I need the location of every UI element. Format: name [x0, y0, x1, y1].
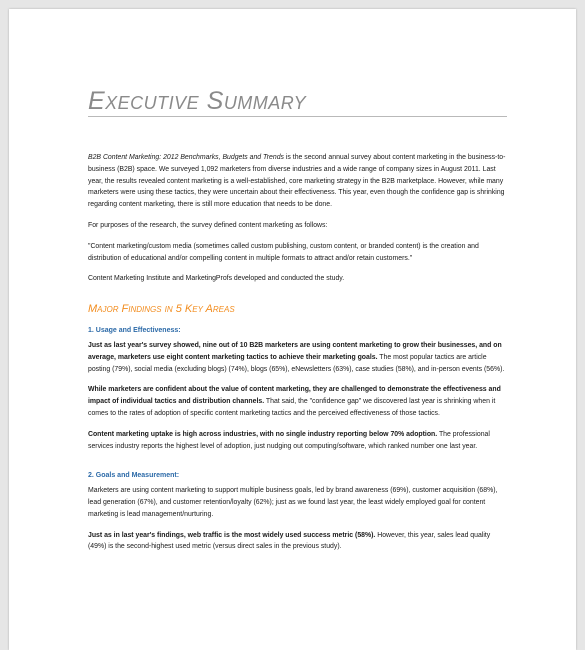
- document-body: [88, 152, 508, 562]
- section-2-p2-text: However, this year, sales lead quality (49%) is the second-highest used metric (versus direct sales in the previous study).: [88, 531, 491, 551]
- intro-paragraph: [88, 152, 508, 211]
- section-1-paragraph-2: [88, 384, 508, 419]
- section-1-paragraph-1: [88, 340, 508, 375]
- section-1-p2-text: That said, the "confidence gap" we discovered last year is shrinking when it comes to the rates of adoption of specific content marketing tactics and the perceived effectiveness of those tactics.: [88, 398, 496, 417]
- section-2-paragraph-1: Marketers are using content marketing to support multiple business goals, led by brand awareness (69%), customer acquisition (68%), lead generation (67%), and customer retention/loyalty (62%); just as we found last year, the least widely employed goal for content marketing is lead management/nurturing.: [88, 487, 498, 518]
- page-title: Executive Summary: [88, 87, 307, 115]
- section-1-p3-bold: Content marketing uptake is high across industries, with no single industry reporting below 70% adoption.: [88, 430, 438, 438]
- section-2-heading: 2. Goals and Measurement:: [88, 472, 180, 480]
- report-title: B2B Content Marketing: 2012 Benchmarks, Budgets and Trends: [88, 154, 284, 161]
- purpose-paragraph: For purposes of the research, the survey defined content marketing as follows:: [88, 221, 328, 229]
- section-1-paragraph-3: [88, 429, 508, 453]
- section-2-paragraph-2: [88, 530, 508, 554]
- title-divider: [88, 116, 507, 117]
- credit-paragraph: Content Marketing Institute and MarketingProfs developed and conducted the study.: [88, 275, 345, 283]
- intro-text: is the second annual survey about content marketing in the business-to-business (B2B) space. We surveyed 1,092 marketers from diverse industries and a wide range of company sizes in August 2011. Last year, the results revealed content marketing is a well-established, core marketing strategy in the B2B marketplace. However, while many marketers were using these tactics, they were uncertain about their effectiveness. This year, even though the confidence gap is shrinking regarding content marketing, there is still more education that needs to be done.: [88, 154, 506, 209]
- section-1-p2-bold: While marketers are confident about the value of content marketing, they are challenged to demonstrate the effectiveness and impact of individual tactics and distribution channels.: [88, 386, 501, 406]
- section-1-p3-text: The professional services industry reports the highest level of adoption, just nudging out computing/software, which ranked number one last year.: [88, 430, 490, 450]
- document-page: [9, 9, 576, 650]
- section-1-heading: 1. Usage and Effectiveness:: [88, 327, 181, 335]
- section-1-p1-text: The most popular tactics are article posting (79%), social media (excluding blogs) (74%), blogs (65%), eNewsletters (63%), case studies (58%), and in-person events (56%).: [88, 353, 505, 373]
- section-2-p2-bold: Just as in last year's findings, web traffic is the most widely used success metric (58%).: [88, 531, 376, 539]
- definition-paragraph: "Content marketing/custom media (sometimes called custom publishing, custom content, or branded content) is the creation and distribution of educational and/or compelling content in multiple formats to attract and/or retain customers.": [88, 242, 479, 262]
- findings-heading: Major Findings in 5 Key Areas: [88, 303, 235, 316]
- section-1-p1-bold: Just as last year's survey showed, nine out of 10 B2B marketers are using content marketing to grow their businesses, and on average, marketers use eight content marketing tactics to achieve their marketing goals.: [88, 341, 502, 361]
